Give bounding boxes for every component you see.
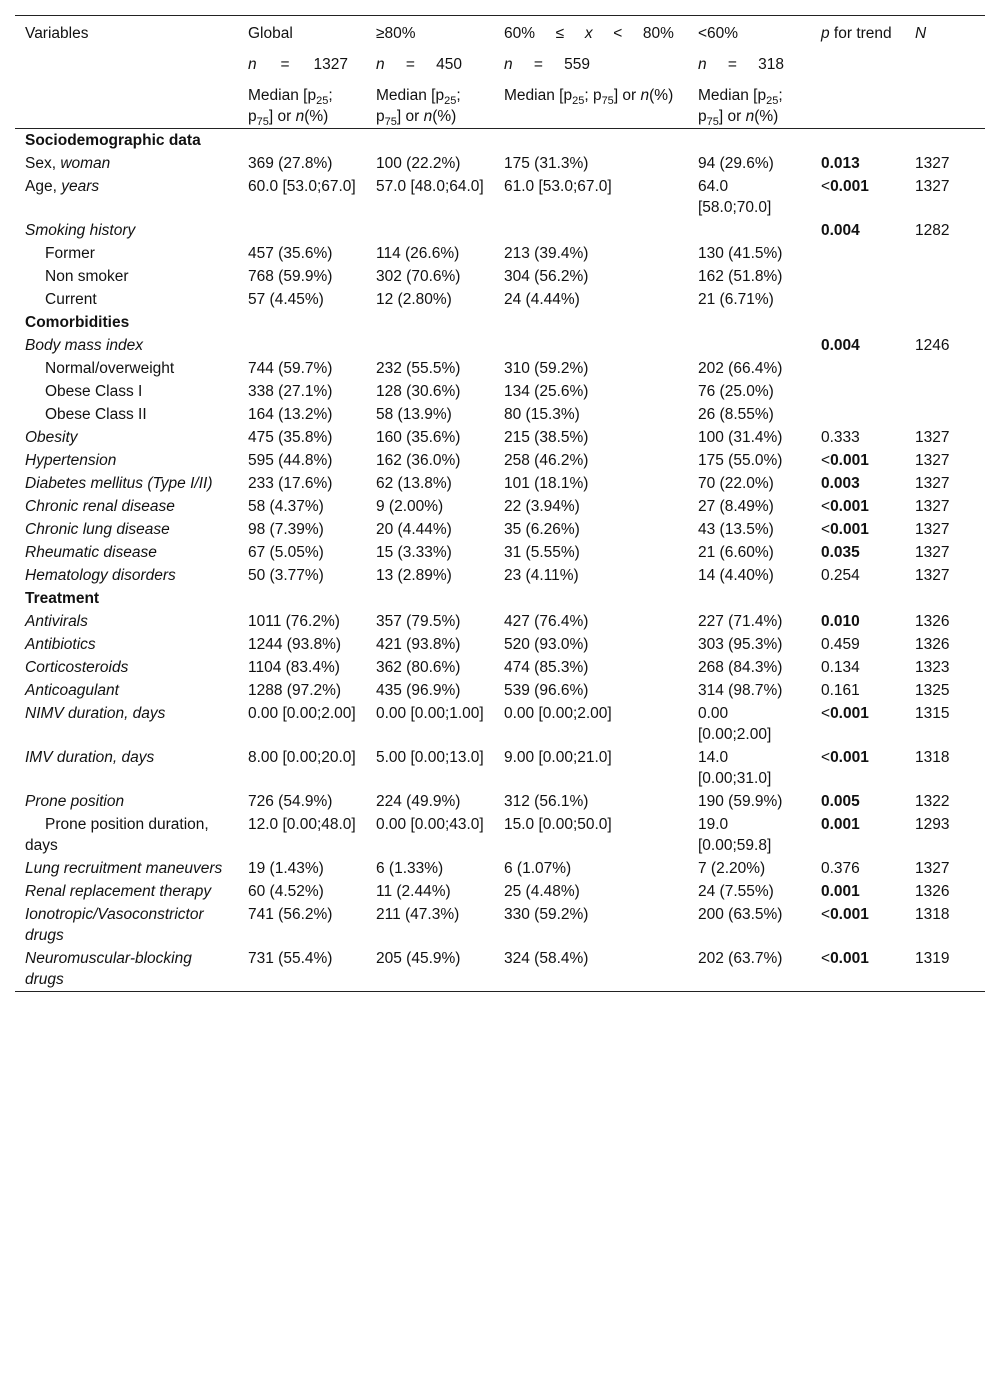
cell-ge80: 0.00 [0.00;43.0] — [376, 816, 484, 833]
median-desc-lt60 — [688, 85, 811, 129]
cell-p-trend: 0.134 — [821, 659, 860, 676]
row-label: Obesity — [25, 429, 78, 446]
cell-global: 1244 (93.8%) — [248, 636, 342, 653]
cell-ge80: 20 (4.44%) — [376, 521, 452, 538]
cell-lt60 — [688, 334, 811, 357]
cell-global: 726 (54.9%) — [248, 793, 333, 810]
table-row — [15, 518, 985, 541]
cell-p-trend: 0.459 — [821, 636, 860, 653]
cell-ge80: 114 (26.6%) — [376, 245, 460, 262]
cell-lt60: 130 (41.5%) — [698, 245, 783, 262]
cell-n: 1327 — [915, 498, 950, 515]
cell-lt60: 202 (63.7%) — [698, 950, 783, 967]
row-label: Current — [45, 291, 97, 308]
median-pct: (%) — [304, 108, 329, 125]
cell-n: 1293 — [915, 816, 950, 833]
cell-n: 1327 — [915, 475, 950, 492]
cell-p-trend: 0.001 — [821, 816, 860, 833]
cell-lt60: 27 (8.49%) — [698, 498, 774, 515]
table-body — [15, 129, 985, 992]
cell-mid: 101 (18.1%) — [504, 475, 589, 492]
cell-ge80: 57.0 [48.0;64.0] — [376, 178, 484, 195]
table-row — [15, 495, 985, 518]
cell-n: 1327 — [915, 860, 950, 877]
results-table-container — [15, 15, 985, 992]
cell-ge80: 12 (2.80%) — [376, 291, 452, 308]
cell-mid: 175 (31.3%) — [504, 155, 589, 172]
row-label: Prone position duration, days — [25, 816, 209, 854]
header-global: Global — [248, 25, 293, 42]
cell-lt60: 100 (31.4%) — [698, 429, 783, 446]
cell-global: 457 (35.6%) — [248, 245, 333, 262]
median-n: n — [423, 108, 433, 125]
cell-lt60: 19.0 [0.00;59.8] — [698, 816, 772, 854]
row-label: Chronic lung disease — [25, 521, 170, 538]
table-row — [15, 472, 985, 495]
cell-mid: 35 (6.26%) — [504, 521, 580, 538]
cell-ge80: 357 (79.5%) — [376, 613, 461, 630]
cell-ge80: 5.00 [0.00;13.0] — [376, 749, 484, 766]
cell-ge80: 13 (2.89%) — [376, 567, 452, 584]
header-p-trend: p for trend — [821, 25, 892, 42]
cell-global: 164 (13.2%) — [248, 406, 333, 423]
cell-lt60: 64.0 [58.0;70.0] — [698, 178, 772, 216]
cell-p-trend — [811, 403, 905, 426]
table-row — [15, 265, 985, 288]
cell-p-trend: <0.001 — [821, 749, 869, 766]
cell-global: 1104 (83.4%) — [248, 659, 340, 676]
cell-lt60: 202 (66.4%) — [698, 360, 783, 377]
count-global: n = 1327 — [248, 56, 348, 73]
cell-mid: 427 (76.4%) — [504, 613, 589, 630]
cell-mid: 15.0 [0.00;50.0] — [504, 816, 612, 833]
subscript-25: 25 — [444, 95, 457, 107]
table-row — [15, 903, 985, 947]
median-pct: (%) — [649, 87, 674, 104]
cell-p-trend: <0.001 — [821, 906, 869, 923]
cell-ge80: 224 (49.9%) — [376, 793, 461, 810]
cell-n — [905, 288, 985, 311]
cell-mid: 0.00 [0.00;2.00] — [504, 705, 612, 722]
cell-global: 731 (55.4%) — [248, 950, 333, 967]
row-label: NIMV duration, days — [25, 705, 166, 722]
cell-lt60: 268 (84.3%) — [698, 659, 783, 676]
cell-p-trend: <0.001 — [821, 452, 869, 469]
cell-p-trend: <0.001 — [821, 521, 869, 538]
cell-mid: 25 (4.48%) — [504, 883, 580, 900]
table-row — [15, 564, 985, 587]
table-row — [15, 175, 985, 219]
cell-p-trend: 0.254 — [821, 567, 860, 584]
cell-global: 1011 (76.2%) — [248, 613, 340, 630]
cell-global: 595 (44.8%) — [248, 452, 333, 469]
cell-global: 67 (5.05%) — [248, 544, 324, 561]
table-row — [15, 242, 985, 265]
cell-ge80: 421 (93.8%) — [376, 636, 461, 653]
row-label: Prone position — [25, 793, 125, 810]
table-row — [15, 541, 985, 564]
row-label: Former — [45, 245, 95, 262]
header-lt60: <60% — [698, 25, 739, 42]
cell-lt60: 14.0 [0.00;31.0] — [698, 749, 772, 787]
median-pct: (%) — [432, 108, 457, 125]
cell-ge80 — [366, 219, 494, 242]
table-row — [15, 152, 985, 175]
table-row — [15, 947, 985, 992]
cell-p-trend: <0.001 — [821, 498, 869, 515]
cell-mid: 520 (93.0%) — [504, 636, 589, 653]
cell-n: 1318 — [915, 749, 950, 766]
cell-ge80: 6 (1.33%) — [376, 860, 444, 877]
cell-mid: 324 (58.4%) — [504, 950, 589, 967]
cell-ge80 — [366, 334, 494, 357]
median-desc-ge80 — [366, 85, 494, 129]
cell-global: 369 (27.8%) — [248, 155, 333, 172]
cell-lt60: 227 (71.4%) — [698, 613, 783, 630]
cell-p-trend — [811, 265, 905, 288]
row-label: Non smoker — [45, 268, 129, 285]
cell-p-trend: 0.161 — [821, 682, 860, 699]
subscript-25: 25 — [572, 95, 585, 107]
section-header-row — [15, 129, 985, 153]
header-variables: Variables — [25, 25, 89, 42]
cell-n: 1319 — [915, 950, 950, 967]
table-row — [15, 880, 985, 903]
cell-global: 741 (56.2%) — [248, 906, 333, 923]
row-label: Smoking history — [25, 222, 136, 239]
cell-ge80: 435 (96.9%) — [376, 682, 461, 699]
subscript-25: 25 — [766, 95, 779, 107]
header-row-titles — [15, 16, 985, 55]
median-sep: ; p — [584, 87, 602, 104]
cell-n: 1315 — [915, 705, 950, 722]
median-n: n — [295, 108, 305, 125]
row-label: Obese Class I — [45, 383, 143, 400]
row-label: Body mass index — [25, 337, 144, 354]
row-label: Obese Class II — [45, 406, 147, 423]
count-ge80: n = 450 — [376, 56, 462, 73]
cell-p-trend: 0.010 — [821, 613, 860, 630]
row-label: Ionotropic/Vasoconstrictor drugs — [25, 906, 204, 944]
row-label: Sex, woman — [25, 155, 111, 172]
cell-lt60: 14 (4.40%) — [698, 567, 774, 584]
cell-n — [905, 357, 985, 380]
cell-p-trend: 0.003 — [821, 475, 860, 492]
cell-p-trend: 0.005 — [821, 793, 860, 810]
cell-n: 1325 — [915, 682, 950, 699]
cell-mid: 31 (5.55%) — [504, 544, 580, 561]
cell-global: 60 (4.52%) — [248, 883, 324, 900]
cell-global: 338 (27.1%) — [248, 383, 333, 400]
cell-p-trend: 0.004 — [821, 222, 860, 239]
table-row — [15, 857, 985, 880]
cell-n: 1327 — [915, 521, 950, 538]
row-label: Anticoagulant — [25, 682, 119, 699]
median-sep: ; p — [698, 87, 783, 125]
cell-mid: 213 (39.4%) — [504, 245, 589, 262]
cell-global: 475 (35.8%) — [248, 429, 333, 446]
cell-mid: 539 (96.6%) — [504, 682, 589, 699]
row-label: IMV duration, days — [25, 749, 155, 766]
section-header-row — [15, 311, 985, 334]
header-row-counts — [15, 54, 985, 85]
cell-n — [905, 265, 985, 288]
row-label: Chronic renal disease — [25, 498, 175, 515]
table-row — [15, 813, 985, 857]
table-row — [15, 380, 985, 403]
table-row — [15, 702, 985, 746]
cell-lt60: 24 (7.55%) — [698, 883, 774, 900]
cell-lt60: 162 (51.8%) — [698, 268, 783, 285]
cell-lt60: 200 (63.5%) — [698, 906, 783, 923]
cell-n: 1327 — [915, 429, 950, 446]
cell-global: 98 (7.39%) — [248, 521, 324, 538]
count-lt60: n = 318 — [698, 56, 784, 73]
median-or: ] or — [268, 108, 296, 125]
results-table — [15, 15, 985, 992]
cell-lt60 — [688, 219, 811, 242]
table-row — [15, 219, 985, 242]
cell-lt60: 76 (25.0%) — [698, 383, 774, 400]
subscript-75: 75 — [384, 116, 397, 128]
cell-global — [238, 219, 366, 242]
cell-p-trend: 0.013 — [821, 155, 860, 172]
median-or: ] or — [718, 108, 746, 125]
cell-lt60: 190 (59.9%) — [698, 793, 783, 810]
section-title: Comorbidities — [25, 314, 130, 331]
cell-global: 58 (4.37%) — [248, 498, 324, 515]
cell-global: 57 (4.45%) — [248, 291, 324, 308]
cell-n: 1326 — [915, 613, 950, 630]
table-row — [15, 426, 985, 449]
table-row — [15, 334, 985, 357]
median-desc-global — [238, 85, 366, 129]
row-label: Hematology disorders — [25, 567, 176, 584]
cell-global: 8.00 [0.00;20.0] — [248, 749, 356, 766]
table-row — [15, 790, 985, 813]
table-row — [15, 449, 985, 472]
cell-ge80: 11 (2.44%) — [376, 883, 451, 900]
cell-mid: 23 (4.11%) — [504, 567, 579, 584]
cell-lt60: 7 (2.20%) — [698, 860, 766, 877]
row-label: Age, years — [25, 178, 100, 195]
cell-mid: 24 (4.44%) — [504, 291, 580, 308]
median-desc-60-80 — [494, 85, 688, 129]
cell-p-trend: 0.035 — [821, 544, 860, 561]
cell-ge80: 162 (36.0%) — [376, 452, 461, 469]
cell-lt60: 70 (22.0%) — [698, 475, 774, 492]
cell-p-trend: 0.333 — [821, 429, 860, 446]
cell-n — [905, 403, 985, 426]
cell-mid: 22 (3.94%) — [504, 498, 580, 515]
cell-ge80: 211 (47.3%) — [376, 906, 460, 923]
row-label: Hypertension — [25, 452, 117, 469]
cell-lt60: 43 (13.5%) — [698, 521, 774, 538]
header-ge80: ≥80% — [376, 25, 416, 42]
cell-ge80: 62 (13.8%) — [376, 475, 452, 492]
cell-n: 1323 — [915, 659, 950, 676]
cell-global — [238, 334, 366, 357]
cell-ge80: 362 (80.6%) — [376, 659, 461, 676]
cell-n: 1246 — [915, 337, 950, 354]
section-header-row — [15, 587, 985, 610]
cell-mid: 312 (56.1%) — [504, 793, 589, 810]
cell-ge80: 15 (3.33%) — [376, 544, 452, 561]
cell-n: 1326 — [915, 636, 950, 653]
cell-mid: 474 (85.3%) — [504, 659, 589, 676]
cell-mid: 304 (56.2%) — [504, 268, 589, 285]
median-text: Median [p — [376, 87, 445, 104]
cell-n: 1327 — [915, 155, 950, 172]
cell-n — [905, 242, 985, 265]
table-row — [15, 633, 985, 656]
cell-n: 1327 — [915, 178, 950, 195]
cell-lt60: 21 (6.60%) — [698, 544, 774, 561]
cell-p-trend: 0.004 — [821, 337, 860, 354]
cell-lt60: 94 (29.6%) — [698, 155, 774, 172]
table-row — [15, 746, 985, 790]
cell-p-trend — [811, 242, 905, 265]
cell-global: 50 (3.77%) — [248, 567, 324, 584]
cell-p-trend: 0.376 — [821, 860, 860, 877]
cell-p-trend — [811, 357, 905, 380]
row-label: Renal replacement therapy — [25, 883, 212, 900]
row-label: Antibiotics — [25, 636, 96, 653]
cell-ge80: 205 (45.9%) — [376, 950, 461, 967]
cell-n: 1327 — [915, 544, 950, 561]
subscript-75: 75 — [706, 116, 719, 128]
cell-ge80: 302 (70.6%) — [376, 268, 461, 285]
section-title: Sociodemographic data — [25, 132, 201, 149]
cell-n: 1282 — [915, 222, 950, 239]
table-row — [15, 288, 985, 311]
cell-mid: 258 (46.2%) — [504, 452, 589, 469]
row-label: Normal/overweight — [45, 360, 175, 377]
cell-global: 19 (1.43%) — [248, 860, 324, 877]
cell-lt60: 303 (95.3%) — [698, 636, 783, 653]
row-label: Diabetes mellitus (Type I/II) — [25, 475, 213, 492]
cell-n: 1327 — [915, 567, 950, 584]
row-label: Antivirals — [25, 613, 88, 630]
count-60-80: n = 559 — [504, 56, 590, 73]
cell-p-trend: <0.001 — [821, 178, 869, 195]
median-or: ] or — [396, 108, 424, 125]
median-or: ] or — [613, 87, 641, 104]
median-text: Median [p — [698, 87, 767, 104]
subscript-75: 75 — [256, 116, 269, 128]
cell-global: 12.0 [0.00;48.0] — [248, 816, 356, 833]
median-text: Median [p — [248, 87, 317, 104]
cell-lt60: 0.00 [0.00;2.00] — [698, 705, 772, 743]
cell-mid: 61.0 [53.0;67.0] — [504, 178, 612, 195]
cell-ge80: 232 (55.5%) — [376, 360, 461, 377]
median-n: n — [640, 87, 650, 104]
cell-ge80: 100 (22.2%) — [376, 155, 461, 172]
cell-lt60: 21 (6.71%) — [698, 291, 774, 308]
cell-global: 60.0 [53.0;67.0] — [248, 178, 356, 195]
table-row — [15, 610, 985, 633]
header-60-80: 60% ≤ x < 80% — [504, 25, 674, 42]
cell-mid: 80 (15.3%) — [504, 406, 580, 423]
cell-mid: 6 (1.07%) — [504, 860, 572, 877]
subscript-25: 25 — [316, 95, 329, 107]
cell-p-trend — [811, 288, 905, 311]
cell-global: 768 (59.9%) — [248, 268, 333, 285]
cell-global: 1288 (97.2%) — [248, 682, 342, 699]
cell-lt60: 314 (98.7%) — [698, 682, 783, 699]
median-text: Median [p — [504, 87, 573, 104]
table-row — [15, 357, 985, 380]
row-label: Lung recruitment maneuvers — [25, 860, 223, 877]
row-label: Corticosteroids — [25, 659, 129, 676]
table-row — [15, 656, 985, 679]
median-n: n — [745, 108, 755, 125]
cell-lt60: 175 (55.0%) — [698, 452, 783, 469]
cell-lt60: 26 (8.55%) — [698, 406, 774, 423]
cell-global: 0.00 [0.00;2.00] — [248, 705, 356, 722]
cell-ge80: 128 (30.6%) — [376, 383, 461, 400]
cell-global: 233 (17.6%) — [248, 475, 333, 492]
cell-mid — [494, 334, 688, 357]
row-label: Neuromuscular-blocking drugs — [25, 950, 192, 988]
cell-n: 1326 — [915, 883, 950, 900]
cell-mid: 134 (25.6%) — [504, 383, 589, 400]
cell-ge80: 9 (2.00%) — [376, 498, 444, 515]
median-sep: ; p — [376, 87, 461, 125]
cell-n: 1327 — [915, 452, 950, 469]
cell-mid: 310 (59.2%) — [504, 360, 589, 377]
cell-n — [905, 380, 985, 403]
cell-ge80: 58 (13.9%) — [376, 406, 452, 423]
cell-mid: 9.00 [0.00;21.0] — [504, 749, 612, 766]
median-pct: (%) — [754, 108, 779, 125]
cell-n: 1318 — [915, 906, 950, 923]
cell-p-trend: <0.001 — [821, 950, 869, 967]
median-sep: ; p — [248, 87, 333, 125]
cell-mid — [494, 219, 688, 242]
section-title: Treatment — [25, 590, 100, 607]
cell-n: 1322 — [915, 793, 950, 810]
cell-ge80: 0.00 [0.00;1.00] — [376, 705, 484, 722]
cell-p-trend: 0.001 — [821, 883, 860, 900]
row-label: Rheumatic disease — [25, 544, 157, 561]
cell-ge80: 160 (35.6%) — [376, 429, 461, 446]
cell-global: 744 (59.7%) — [248, 360, 333, 377]
cell-p-trend: <0.001 — [821, 705, 869, 722]
cell-mid: 215 (38.5%) — [504, 429, 589, 446]
header-row-stat-desc — [15, 85, 985, 129]
cell-mid: 330 (59.2%) — [504, 906, 589, 923]
table-row — [15, 679, 985, 702]
header-n: N — [915, 25, 927, 42]
cell-p-trend — [811, 380, 905, 403]
subscript-75: 75 — [601, 95, 614, 107]
table-row — [15, 403, 985, 426]
